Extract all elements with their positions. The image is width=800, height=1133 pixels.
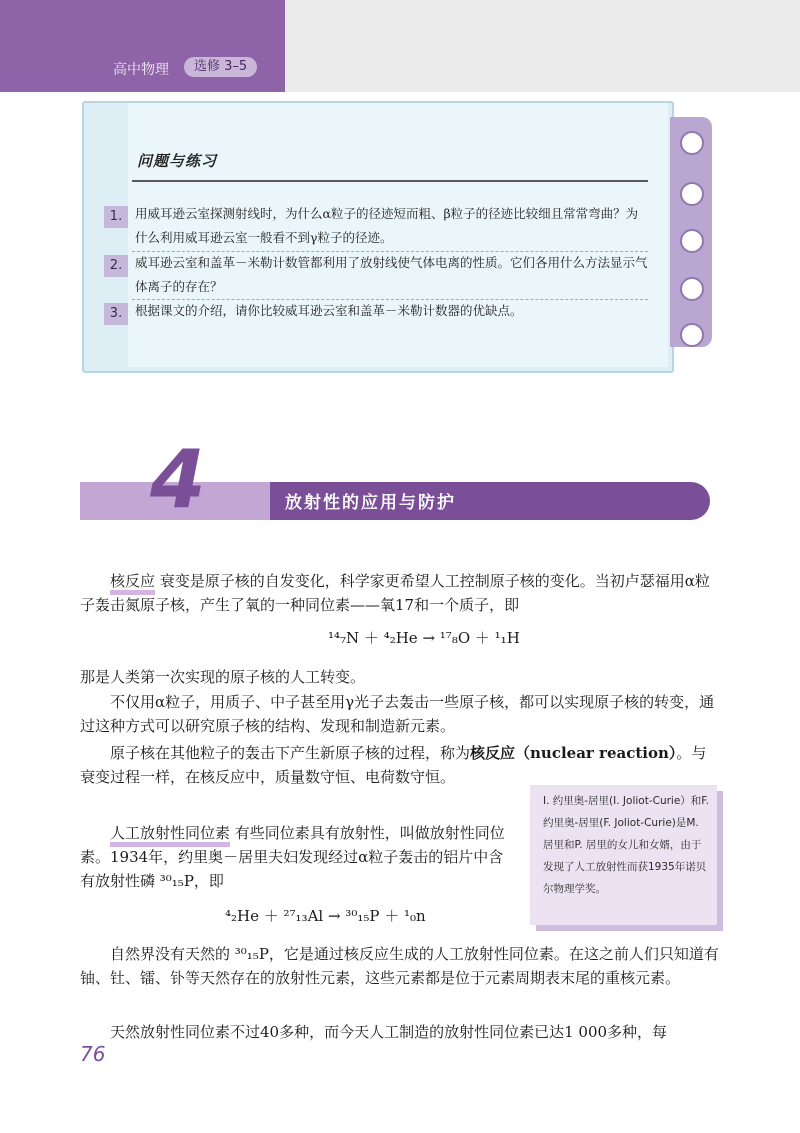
paragraph-nuclear-reaction: [80, 569, 720, 617]
paragraph-definition: [80, 741, 720, 789]
paragraph-first-transmutation: 那是人类第一次实现的原子核的人工转变。: [80, 668, 366, 686]
binder-ring-icon: [680, 131, 704, 155]
paragraph-isotope-count: 天然放射性同位素不过40多种，而今天人工制造的放射性同位素已达1 000多种，每: [110, 1023, 668, 1041]
section-title: 放射性的应用与防护: [285, 493, 456, 513]
exercise-text: 根据课文的介绍，请你比较威耳逊云室和盖革－米勒计数器的优缺点。: [135, 303, 523, 318]
equation-aluminum-alpha: ⁴₂He ＋ ²⁷₁₃Al → ³⁰₁₅P ＋ ¹₀n: [225, 907, 426, 925]
paragraph-artificial-isotope: [80, 821, 510, 893]
exercise-text: 用威耳逊云室探测射线时，为什么α粒子的径迹短而粗、β粒子的径迹比较细且常常弯曲？为什么利用威耳逊云室一般看不到γ粒子的径迹。: [135, 206, 639, 245]
binder-ring-icon: [680, 323, 704, 347]
exercise-number: 3.: [104, 303, 128, 325]
paragraph-natural-radioactive: 自然界没有天然的 ³⁰₁₅P，它是通过核反应生成的人工放射性同位素。在这之前人们只知道有铀、钍、镭、钋等天然存在的放射性元素，这些元素都是位于元素周期表末尾的重核元素。: [80, 945, 719, 987]
keyword-artificial-isotope: 人工放射性同位素: [110, 824, 230, 847]
paragraph-bombardment: 不仅用α粒子，用质子、中子甚至用γ光子去轰击一些原子核，都可以实现原子核的转变，通过这种方式可以研究原子核的结构、发现和制造新元素。: [80, 693, 715, 735]
equation-nitrogen-alpha: ¹⁴₇N ＋ ⁴₂He → ¹⁷₈O ＋ ¹₁H: [328, 629, 520, 647]
exercise-title: 问题与练习: [137, 152, 218, 170]
paragraph-text: 衰变是原子核的自发变化，科学家更希望人工控制原子核的变化。当初卢瑟福用α粒子轰击氮原子核，产生了氧的一种同位素——氧17和一个质子，即: [80, 572, 710, 614]
exercise-number: 2.: [104, 255, 128, 277]
exercise-title-rule: [132, 180, 648, 182]
binder-ring-icon: [680, 182, 704, 206]
header-background: [285, 0, 800, 92]
volume-badge: 选修 3–5: [184, 57, 257, 77]
binder-ring-icon: [680, 229, 704, 253]
definition-text: 原子核在其他粒子的轰击下产生新原子核的过程，称为: [110, 744, 471, 762]
section-number: 4: [150, 433, 206, 526]
binder-ring-icon: [680, 277, 704, 301]
book-title: 高中物理: [113, 62, 169, 78]
exercise-number: 1.: [104, 206, 128, 228]
definition-text: 。与衰变过程一样，在核反应中，质量数守恒、电荷数守恒。: [80, 744, 707, 786]
paragraph-text: 有些同位素具有放射性，叫做放射性同位素。1934年，约里奥－居里夫妇发现经过α粒子轰击的铝片中含有放射性磷 ³⁰₁₅P，即: [80, 824, 505, 890]
definition-term: 核反应: [470, 744, 516, 762]
exercise-text: 威耳逊云室和盖革－米勒计数管都利用了放射线使气体电离的性质。它们各用什么方法显示气体离子的存在？: [135, 255, 648, 294]
page-number: 76: [80, 1042, 106, 1066]
sidebar-note-text: I. 约里奥-居里(I. Joliot-Curie）和F. 约里奥-居里(F. Joliot-Curie)是M. 居里和P. 居里的女儿和女婿，由于发现了人工放射性而获1935年诺贝尔物理学奖。: [543, 795, 709, 895]
definition-term-english: （nuclear reaction）: [515, 744, 677, 762]
keyword-nuclear-reaction: 核反应: [110, 572, 155, 595]
